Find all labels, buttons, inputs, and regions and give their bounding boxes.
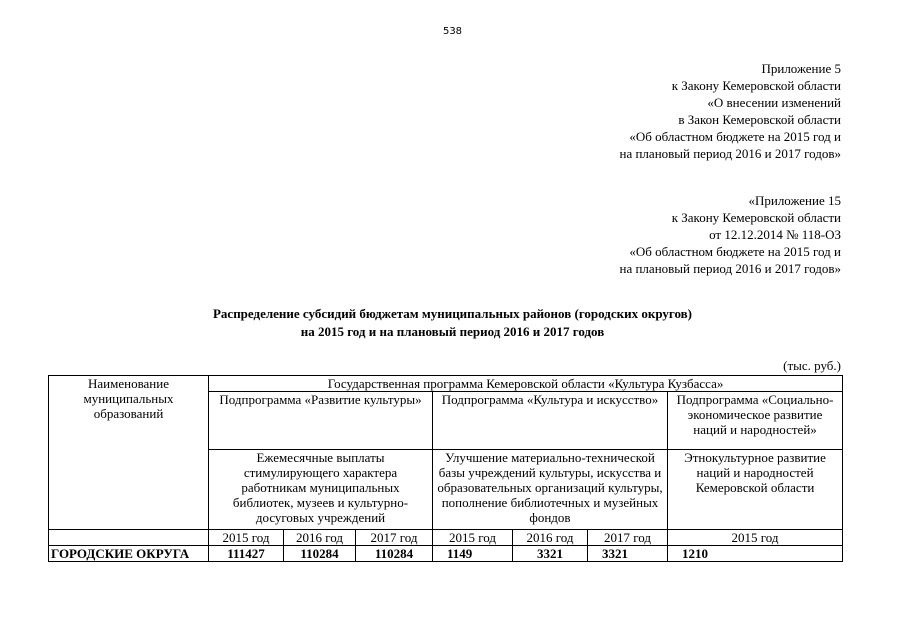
- table-cell: 3321: [588, 546, 668, 562]
- subsidy-description: Этнокультурное развитие наций и народностей Кемеровской области: [668, 450, 843, 530]
- year-header: 2016 год: [513, 530, 588, 546]
- table-cell: 1210: [668, 546, 843, 562]
- appendix-line: в Закон Кемеровской области: [678, 112, 841, 127]
- year-header: 2017 год: [356, 530, 433, 546]
- appendix-line: на плановый период 2016 и 2017 годов»: [619, 146, 841, 161]
- subprogram-header: Подпрограмма «Социально-экономическое развитие наций и народностей»: [668, 392, 843, 450]
- row-label: ГОРОДСКИЕ ОКРУГА: [49, 546, 209, 562]
- appendix-line: «Об областном бюджете на 2015 год и: [629, 244, 841, 259]
- table-cell: 3321: [513, 546, 588, 562]
- subsidy-table: [48, 375, 843, 562]
- table-cell: 1149: [433, 546, 513, 562]
- program-header: Государственная программа Кемеровской области «Культура Кузбасса»: [209, 376, 843, 392]
- year-header: 2017 год: [588, 530, 668, 546]
- table-row: [49, 546, 843, 562]
- year-header: 2015 год: [209, 530, 284, 546]
- table-cell: 111427: [209, 546, 284, 562]
- appendix-line: от 12.12.2014 № 118-ОЗ: [709, 227, 841, 242]
- subprogram-header: Подпрограмма «Культура и искусство»: [433, 392, 668, 450]
- table-cell: 110284: [356, 546, 433, 562]
- appendix-line: к Закону Кемеровской области: [671, 78, 841, 93]
- appendix-line: на плановый период 2016 и 2017 годов»: [619, 261, 841, 276]
- document-title: [0, 305, 905, 341]
- appendix-line: «Приложение 15: [748, 193, 841, 208]
- title-line-1: Распределение субсидий бюджетам муниципальных районов (городских округов): [212, 306, 692, 321]
- appendix-line: «О внесении изменений: [707, 95, 841, 110]
- title-line-2: на 2015 год и на плановый период 2016 и 2017 годов: [300, 324, 605, 339]
- name-column-header: Наименование муниципальных образований: [49, 376, 209, 530]
- subsidy-description: Улучшение материально-технической базы учреждений культуры, искусства и образовательных организаций культуры, пополнение библиотечных и музейных фондов: [433, 450, 668, 530]
- appendix-reference: [620, 192, 842, 277]
- appendix-line: «Об областном бюджете на 2015 год и: [629, 129, 841, 144]
- units-label: (тыс. руб.): [783, 358, 841, 373]
- appendix-header: [620, 60, 842, 162]
- subsidy-description: Ежемесячные выплаты стимулирующего характера работникам муниципальных библиотек, музеев и культурно-досуговых учреждений: [209, 450, 433, 530]
- year-header: 2015 год: [433, 530, 513, 546]
- empty-cell: [49, 530, 209, 546]
- appendix-line: Приложение 5: [761, 61, 841, 76]
- page-number: 538: [442, 26, 463, 37]
- appendix-line: к Закону Кемеровской области: [671, 210, 841, 225]
- table-cell: 110284: [284, 546, 356, 562]
- year-header: 2015 год: [668, 530, 843, 546]
- subprogram-header: Подпрограмма «Развитие культуры»: [209, 392, 433, 450]
- year-header: 2016 год: [284, 530, 356, 546]
